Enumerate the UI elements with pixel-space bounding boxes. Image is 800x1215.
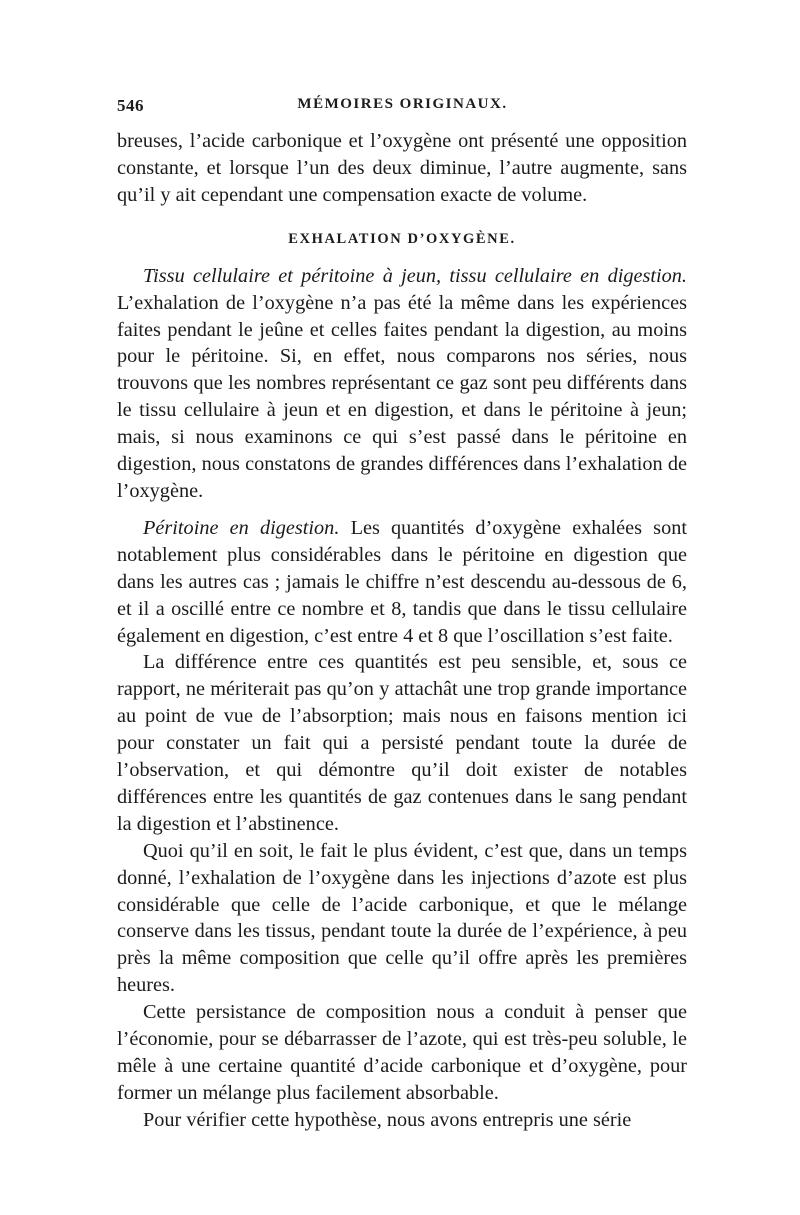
paragraph-verifier: Pour vérifier cette hypothèse, nous avons entrepris une série: [143, 1108, 632, 1131]
page-header: [117, 96, 688, 126]
page-number: 546: [117, 96, 144, 115]
paragraph-tissu-cellulaire: [117, 263, 687, 505]
section-title: EXHALATION D’OXYGÈNE.: [288, 230, 516, 247]
paragraph-text: L’exhalation de l’oxygène n’a pas été la même dans les expériences faites pendant le jeûne et celles faites pendant la digestion, au moins pour le péritoine. Si, en effet, nous comparons nos séries, nous trouvons que les nombres représentant ce gaz sont peu différents dans le tissu cellulaire à jeun et en digestion, et dans le péritoine à jeun; mais, si nous examinons ce qui s’est passé dans le péritoine en digestion, nous constatons de grandes différences dans l’exhalation de l’oxygène.: [117, 291, 687, 502]
paragraph-peritoine: [117, 515, 687, 650]
paragraph-lead-italic: Péritoine en digestion.: [143, 516, 340, 539]
paragraph-lead-italic: Tissu cellulaire et péritoine à jeun, tissu cellulaire en digestion.: [143, 264, 687, 287]
paragraph-continued: breuses, l’acide carbonique et l’oxygène ont présenté une opposition constante, et lorsque l’un des deux diminue, l’autre augmente, sans qu’il y ait cependant une compensation exacte de volume.: [117, 130, 687, 206]
paragraph-persistance: Cette persistance de composition nous a conduit à penser que l’économie, pour se débarrasser de l’azote, qui est très-peu soluble, le mêle à une certaine quantité d’acide carbonique et d’oxygène, pour former un mélange plus facilement absorbable.: [117, 1001, 687, 1104]
running-title: MÉMOIRES ORIGINAUX.: [297, 96, 508, 112]
paragraph-gap: [117, 505, 687, 515]
paragraph-text: Les quantités d’oxygène exhalées sont notablement plus considérables dans le péritoine en digestion que dans les autres cas ; jamais le chiffre n’est descendu au-dessous de 6, et il a oscillé entre ce nombre et 8, tandis que dans le tissu cellulaire également en digestion, c’est entre 4 et 8 que l’oscillation s’est faite.: [117, 516, 687, 647]
paragraph-quoi-quil-en-soit: Quoi qu’il en soit, le fait le plus évident, c’est que, dans un temps donné, l’exhalation de l’oxygène dans les injections d’azote est plus considérable que celle de l’acide carbonique, et que le mélange conserve dans les tissus, pendant toute la durée de l’expérience, à peu près la même composition que celle qu’il offre après les premières heures.: [117, 839, 687, 997]
page-body: [117, 128, 687, 1134]
paragraph-difference: La différence entre ces quantités est peu sensible, et, sous ce rapport, ne mériterait pas qu’on y attachât une trop grande importance au point de vue de l’absorption; mais nous en faisons mention ici pour constater un fait qui a persisté pendant toute la durée de l’observation, et qui démontre qu’il doit exister de notables différences entre les quantités de gaz contenues dans le sang pendant la digestion et l’abstinence.: [117, 651, 687, 835]
